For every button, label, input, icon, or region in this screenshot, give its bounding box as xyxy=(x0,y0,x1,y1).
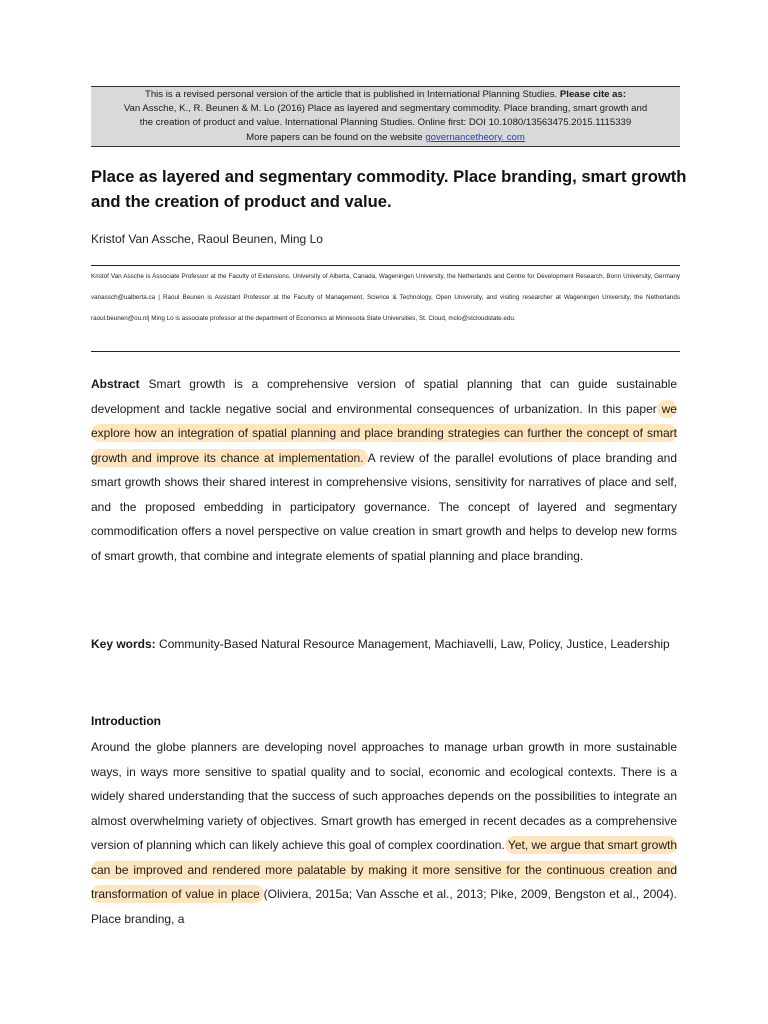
website-link[interactable]: governancetheory. com xyxy=(425,131,525,143)
citation-line-1 xyxy=(91,88,680,102)
abstract-label: Abstract xyxy=(91,377,140,391)
abstract-paragraph xyxy=(91,372,677,568)
introduction-text-1: Around the globe planners are developing novel approaches to manage urban growth in more sustainable ways, in ways more sensitive to spatial quality and to social, economic and ecological contexts. There is a widely shared understanding that the success of such approaches depends on the possibilities to integrate an almost overwhelming variety of objectives. Smart growth has emerged in recent decades as a comprehensive version of planning which can likely achieve this goal of complex coordination. xyxy=(91,740,677,852)
abstract-text-2: A review of the parallel evolutions of place branding and smart growth shows their shared interest in comprehensive visions, sensitivity for narratives of place and self, and the proposed embedding in participatory governance. The concept of layered and segmentary commodification offers a novel perspective on value creation in smart growth and helps to develop new forms of smart growth, that combine and integrate elements of spatial planning and place branding. xyxy=(91,450,677,563)
introduction-paragraph xyxy=(91,735,677,931)
introduction-text-2: (Oliviera, 2015a; Van Assche et al., 2013; Pike, 2009, Bengston et al., 2004). Place branding, a xyxy=(91,887,677,926)
citation-intro: This is a revised personal version of the article that is published in International Planning Studies. xyxy=(144,89,558,100)
paper-title: Place as layered and segmentary commodity. Place branding, smart growth and the creation of product and value. xyxy=(91,167,687,211)
introduction-heading: Introduction xyxy=(91,714,161,728)
citation-notice-box xyxy=(91,86,680,147)
website-label: More papers can be found on the website xyxy=(246,131,423,143)
introduction-highlight: Yet, we argue that smart growth can be improved and rendered more palatable by making it more sensitive for the continuous creation and transformation of value in place xyxy=(91,838,677,901)
citation-line-2: Van Assche, K., R. Beunen & M. Lo (2016) Place as layered and segmentary commodity. Place branding, smart growth and xyxy=(123,103,648,115)
citation-line-4 xyxy=(91,131,680,145)
cite-as-label: Please cite as: xyxy=(559,89,627,100)
author-list: Kristof Van Assche, Raoul Beunen, Ming Lo xyxy=(91,232,323,246)
affiliation-bottom-rule xyxy=(91,351,680,352)
abstract-text-1: Smart growth is a comprehensive version of spatial planning that can guide sustainable development and tackle negative social and environmental consequences of urbanization. In this paper xyxy=(91,377,677,416)
abstract-highlight: we explore how an integration of spatial planning and place branding strategies can further the concept of smart growth and improve its chance at implementation. xyxy=(91,401,677,465)
author-affiliations: Kristof Van Assche is Associate Professor at the Faculty of Extensions, University of Alberta, Canada, Wageningen University, the Netherlands and Centre for Development Research, Bonn University, Germany vanassch@ualberta.ca | Raoul Beunen is Assistant Professor at the Faculty of Management, Science & Technology, Open University, and visiting researcher at Wageningen University, the Netherlands raoul.beunen@ou.nl| Ming Lo is associate professor at the department of Economics at Minnesota State Universities, St. Cloud, mclo@stcloudstate.edu. xyxy=(91,273,680,323)
keywords-label: Key words: xyxy=(91,637,156,651)
citation-line-3: the creation of product and value. International Planning Studies. Online first: DOI 10.1080/13563475.2015.1115339 xyxy=(139,117,632,129)
keywords-paragraph xyxy=(91,632,677,657)
keywords-text: Community-Based Natural Resource Management, Machiavelli, Law, Policy, Justice, Leadership xyxy=(155,637,670,651)
